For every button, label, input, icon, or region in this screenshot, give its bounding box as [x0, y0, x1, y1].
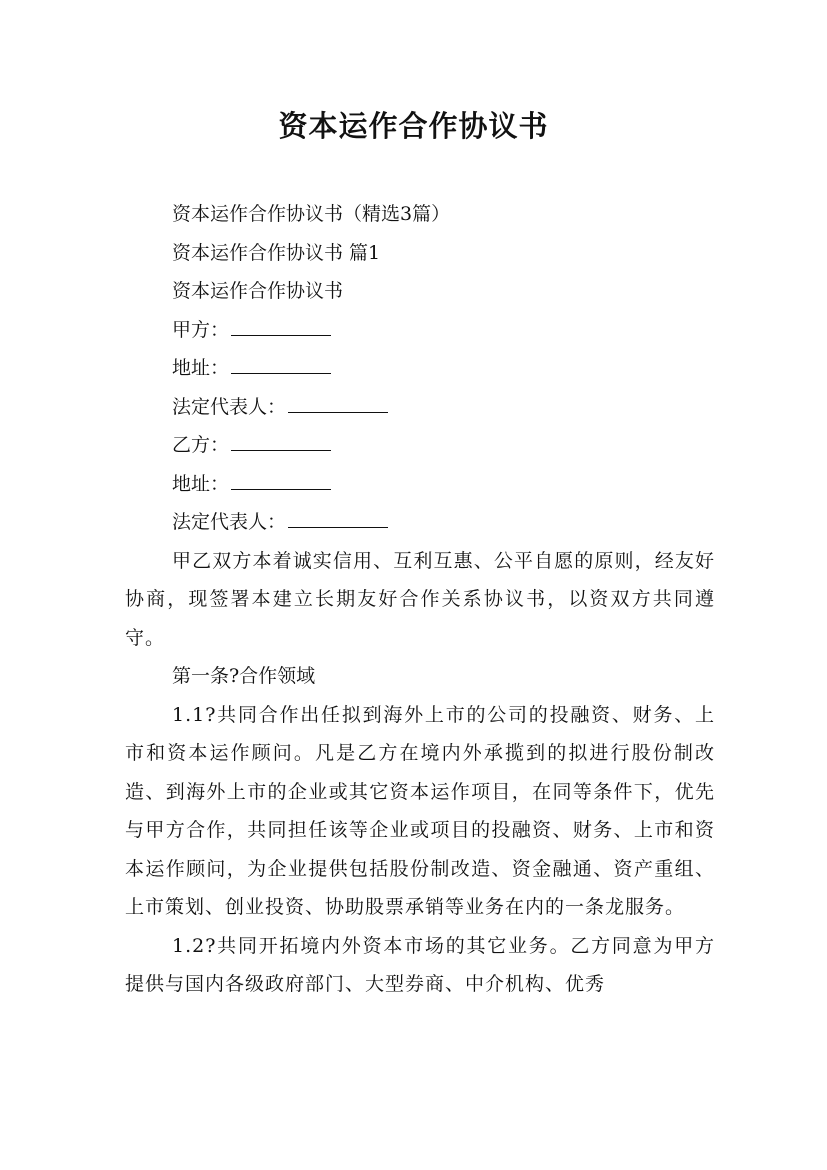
clause-1-1: 1.1?共同合作出任拟到海外上市的公司的投融资、财务、上市和资本运作顾问。凡是乙方在境内外承揽到的拟进行股份制改造、到海外上市的企业或其它资本运作项目，在同等条件下，优先与甲方合作，共同担任该等企业或项目的投融资、财务、上市和资本运作顾问，为企业提供包括股份制改造、资金融通、资产重组、上市策划、创业投资、协助股票承销等业务在内的一条龙服务。 [125, 703, 715, 918]
part-heading: 资本运作合作协议书 篇1 [172, 241, 381, 264]
party-b-address-field [125, 465, 715, 504]
party-a-field [125, 311, 715, 350]
party-b-rep-blank [288, 526, 388, 528]
party-a-rep-label: 法定代表人： [172, 395, 287, 418]
party-a-blank [231, 334, 331, 336]
doc-name: 资本运作合作协议书 [172, 280, 344, 302]
subtitle: 资本运作合作协议书（精选3篇） [172, 203, 451, 225]
article-1-heading: 第一条?合作领域 [172, 665, 316, 687]
party-b-label: 乙方： [172, 434, 230, 456]
party-a-address-label: 地址： [172, 357, 230, 379]
party-a-label: 甲方： [172, 318, 230, 341]
party-b-rep-field [125, 503, 715, 542]
party-b-address-blank [231, 488, 331, 490]
party-a-address-blank [231, 372, 331, 374]
intro-paragraph: 甲乙双方本着诚实信用、互利互惠、公平自愿的原则，经友好协商，现签署本建立长期友好合作关系协议书，以资双方共同遵守。 [125, 549, 715, 649]
party-a-address-field [125, 349, 715, 388]
document-title: 资本运作合作协议书 [278, 109, 549, 143]
document-body [125, 195, 715, 1004]
clause-1-2: 1.2?共同开拓境内外资本市场的其它业务。乙方同意为甲方提供与国内各级政府部门、大型券商、中介机构、优秀 [125, 934, 715, 995]
party-a-rep-field [125, 388, 715, 427]
party-b-blank [231, 449, 331, 451]
party-b-rep-label: 法定代表人： [172, 511, 287, 533]
party-b-field [125, 426, 715, 465]
party-a-rep-blank [288, 411, 388, 413]
party-b-address-label: 地址： [172, 472, 230, 495]
